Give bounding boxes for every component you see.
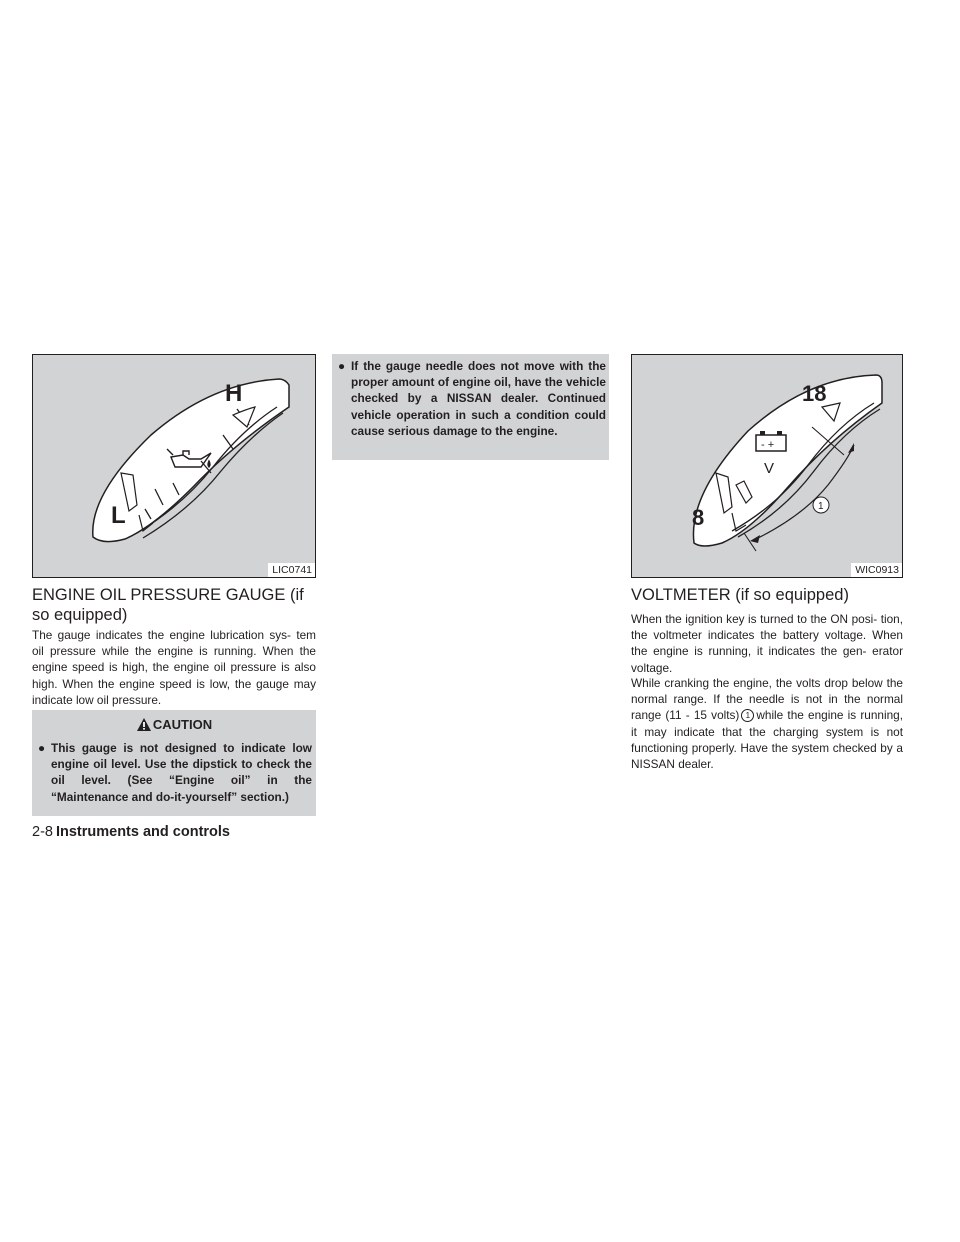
gauge-note-text: If the gauge needle does not move with the proper amount of engine oil, have the vehicle checked by a NISSAN dealer. Continued vehicle operation in such a condition could cause serious damage to the engine. bbox=[351, 359, 606, 438]
voltmeter-para-2-start: While cranking the engine, the volts drop below the normal range. If the needle is not in the normal range (11 - 15 volts) bbox=[631, 676, 903, 723]
oil-pressure-body: The gauge indicates the engine lubrication sys- tem oil pressure while the engine is running. When the engine speed is high, the engine oil pressure is also high. When the engine speed is low, the gauge may indicate low oil pressure. bbox=[32, 628, 316, 707]
voltmeter-para-2-end: while the engine is running, it may indicate that the charging system is not functioning properly. Have the system checked by a NISSAN dealer. bbox=[631, 708, 903, 772]
voltmeter-illustration bbox=[632, 355, 902, 577]
voltmeter-para-2 bbox=[631, 675, 903, 772]
gauge-high-label: H bbox=[225, 380, 243, 407]
page-number: 2-8 bbox=[32, 824, 53, 840]
caution-title-text: CAUTION bbox=[152, 717, 213, 732]
gauge-note-item bbox=[338, 358, 606, 439]
caution-item bbox=[38, 740, 312, 805]
bullet-marker: ● bbox=[38, 741, 46, 755]
oil-pressure-gauge-illustration bbox=[33, 355, 315, 577]
warning-triangle-icon bbox=[136, 717, 152, 732]
section-heading-oil-pressure bbox=[32, 585, 322, 625]
heading-line-1: ENGINE OIL PRESSURE GAUGE (if bbox=[32, 586, 304, 604]
voltmeter-para-1: When the ignition key is turned to the ON posi- tion, the voltmeter indicates the battery voltage. When the engine is running, it indicates the gen- erator voltage. bbox=[631, 612, 903, 675]
gauge-low-label: L bbox=[111, 502, 126, 529]
section-heading-voltmeter: VOLTMETER (if so equipped) bbox=[631, 586, 849, 604]
section-title: Instruments and controls bbox=[55, 824, 230, 840]
voltage-unit-label: V bbox=[764, 460, 775, 477]
caution-title bbox=[32, 717, 316, 733]
caution-item-text: This gauge is not designed to indicate low engine oil level. Use the dipstick to check the oil level. (See “Engine oil” in the “Maintenance and do-it-yourself” section.) bbox=[51, 741, 312, 804]
oil-pressure-gauge-figure bbox=[32, 354, 316, 578]
callout-1: 1 bbox=[818, 501, 824, 512]
gauge-min-label: 8 bbox=[692, 505, 705, 530]
gauge-max-label: 18 bbox=[802, 381, 827, 406]
heading-line-2: so equipped) bbox=[32, 606, 128, 624]
page-footer bbox=[32, 823, 230, 841]
figure-code: LIC0741 bbox=[268, 563, 315, 577]
bullet-marker: ● bbox=[338, 359, 346, 373]
gauge-note-box bbox=[332, 354, 609, 460]
callout-1-inline: 1 bbox=[741, 709, 754, 722]
figure-code: WIC0913 bbox=[851, 563, 902, 577]
caution-box bbox=[32, 710, 316, 816]
battery-terminals-label: - + bbox=[761, 439, 775, 451]
voltmeter-figure bbox=[631, 354, 903, 578]
